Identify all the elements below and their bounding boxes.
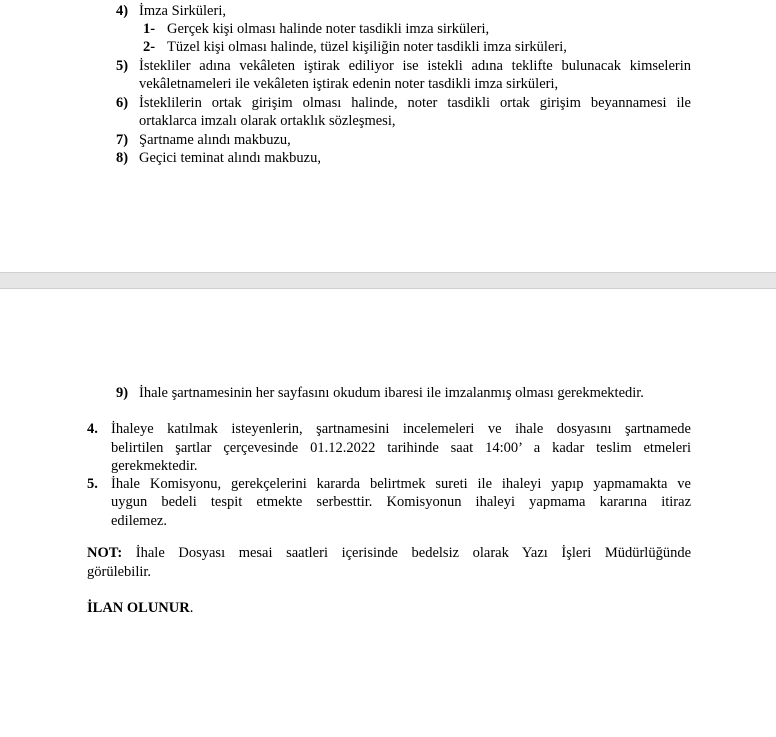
list-item-text: Geçici teminat alındı makbuzu,: [139, 150, 321, 166]
paragraph-text: gerekmektedir.: [111, 458, 198, 474]
list-number: 8): [116, 150, 129, 166]
list-item-text: İsteklilerin ortak girişim olması halinde, noter tasdikli ortak girişim beyannamesi ile: [139, 95, 691, 111]
document-page-1: [0, 0, 776, 272]
list-number: 4): [116, 3, 129, 19]
list-item-text: İstekliler adına vekâleten iştirak ediliyor ise istekli adına teklifte bulunacak kimselerin: [139, 58, 691, 74]
paragraph-text: uygun bedeli tespit etmekte serbesttir. Komisyonun ihaleyi yapmama kararına itiraz: [111, 494, 691, 510]
closing-text: İLAN OLUNUR: [87, 600, 190, 616]
list-number: 5): [116, 58, 129, 74]
list-item-text: İmza Sirküleri,: [139, 3, 226, 19]
paragraph-number: 5.: [87, 476, 98, 492]
sublist-item-text: Tüzel kişi olması halinde, tüzel kişiliğin noter tasdikli imza sirküleri,: [167, 39, 567, 55]
list-number: 9): [116, 385, 129, 401]
list-item-text: vekâletnameleri ile vekâleten iştirak edenin noter tasdikli imza sirküleri,: [139, 76, 559, 92]
page-break: [0, 272, 776, 289]
note-label: NOT:: [87, 545, 123, 561]
closing-line: [87, 599, 193, 617]
list-item-text: İhale şartnamesinin her sayfasını okudum ibaresi ile imzalanmış olması gerekmektedir.: [139, 385, 644, 401]
sublist-item-text: Gerçek kişi olması halinde noter tasdikli imza sirküleri,: [167, 21, 490, 37]
paragraph-text: İhale Komisyonu, gerekçelerini kararda belirtmek sureti ile ihaleyi yapıp yapmamakta ve: [111, 476, 691, 492]
note-line: [87, 544, 691, 562]
paragraph-text: belirtilen şartlar çerçevesinde 01.12.2022 tarihinde saat 14:00’ a kadar teslim etmeleri: [111, 440, 691, 456]
list-item-text: Şartname alındı makbuzu,: [139, 132, 291, 148]
paragraph-number: 4.: [87, 421, 98, 437]
sublist-number: 2-: [143, 39, 156, 55]
list-number: 6): [116, 95, 129, 111]
list-item-text: ortaklarca imzalı olarak ortaklık sözleşmesi,: [139, 113, 396, 129]
note-text: İhale Dosyası mesai saatleri içerisinde bedelsiz olarak Yazı İşleri Müdürlüğünde: [135, 545, 692, 561]
closing-period: .: [189, 600, 194, 616]
paragraph-text: edilemez.: [111, 513, 167, 529]
document-page-2: [0, 289, 776, 737]
list-number: 7): [116, 132, 129, 148]
paragraph-text: İhaleye katılmak isteyenlerin, şartnamesini incelemeleri ve ihale dosyasını şartnamede: [111, 421, 691, 437]
sublist-number: 1-: [143, 21, 156, 37]
note-text: görülebilir.: [87, 564, 152, 580]
